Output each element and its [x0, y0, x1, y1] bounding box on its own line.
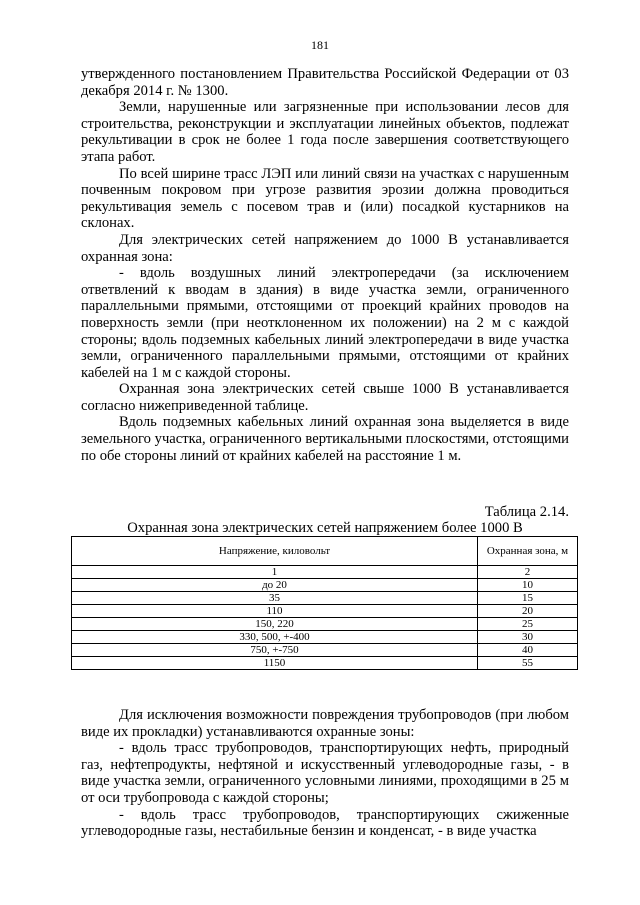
- table-cell: 30: [478, 631, 578, 644]
- table-row: [72, 657, 578, 670]
- table-row: [72, 579, 578, 592]
- body-text-top: [81, 66, 569, 464]
- paragraph: - вдоль воздушных линий электропередачи (за исключением ответвлений к вводам в здания) в виде участка земли, ограниченного параллельными прямыми, отстоящими от проекций крайних проводов на поверхность земли (при неотклоненном их положении) на 2 м с каждой стороны; вдоль подземных кабельных линий электропередачи в виде участка земли, ограниченного параллельными прямыми, отстоящими от крайних кабелей на 1 м с каждой стороны.: [81, 265, 569, 381]
- table-title: Охранная зона электрических сетей напряжением более 1000 В: [127, 520, 523, 536]
- protection-zone-table: [71, 536, 578, 670]
- paragraph: Охранная зона электрических сетей свыше 1000 В устанавливается согласно нижеприведенной таблице.: [81, 381, 569, 414]
- table-cell: 35: [72, 592, 478, 605]
- paragraph: Вдоль подземных кабельных линий охранная зона выделяется в виде земельного участка, ограниченного вертикальными плоскостями, отстоящими по обе стороны линий от крайних кабелей на расстояние 1 м.: [81, 414, 569, 464]
- table-cell: 10: [478, 579, 578, 592]
- page-number: 181: [311, 38, 329, 52]
- table-cell: 750, +-750: [72, 644, 478, 657]
- table-cell: 110: [72, 605, 478, 618]
- table-row: [72, 618, 578, 631]
- paragraph: Для электрических сетей напряжением до 1000 В устанавливается охранная зона:: [81, 231, 569, 265]
- paragraph: - вдоль трасс трубопроводов, транспортирующих нефть, природный газ, нефтепродукты, нефтяной и искусственный углеводородные газы, - в виде участка земли, ограниченного условными линиями, проходящими в 25 м от оси трубопровода с каждой стороны;: [81, 740, 569, 806]
- table-cell: до 20: [72, 579, 478, 592]
- table-row: [72, 644, 578, 657]
- table-header-cell: Охранная зона, м: [478, 537, 578, 566]
- table-cell: 1150: [72, 657, 478, 670]
- table-cell: 150, 220: [72, 618, 478, 631]
- table-column-number-row: [72, 566, 578, 579]
- table-cell: 55: [478, 657, 578, 670]
- table-row: [72, 605, 578, 618]
- paragraph: По всей ширине трасс ЛЭП или линий связи на участках с нарушенным почвенным покровом при угрозе развития эрозии должна проводиться рекультивация земель с посевом трав и (или) посадкой кустарников на склонах.: [81, 165, 569, 232]
- table-cell: 1: [72, 566, 478, 579]
- table-cell: 330, 500, +-400: [72, 631, 478, 644]
- paragraph: Земли, нарушенные или загрязненные при использовании лесов для строительства, реконструкции и эксплуатации линейных объектов, подлежат рекультивации в срок не более 1 года после завершения соответствующего этапа работ.: [81, 99, 569, 165]
- paragraph: - вдоль трасс трубопроводов, транспортирующих сжиженные углеводородные газы, нестабильные бензин и конденсат, - в виде участка: [81, 806, 569, 840]
- table-cell: 20: [478, 605, 578, 618]
- table-row: [72, 631, 578, 644]
- table-cell: 25: [478, 618, 578, 631]
- paragraph: Для исключения возможности повреждения трубопроводов (при любом виде их прокладки) устанавливаются охранные зоны:: [81, 707, 569, 740]
- table-number: Таблица 2.14.: [484, 504, 569, 520]
- table-header-row: [72, 537, 578, 566]
- table-cell: 2: [478, 566, 578, 579]
- table-row: [72, 592, 578, 605]
- table-cell: 15: [478, 592, 578, 605]
- paragraph: утвержденного постановлением Правительства Российской Федерации от 03 декабря 2014 г. № 1300.: [81, 66, 569, 99]
- body-text-bottom: [81, 707, 569, 840]
- table-cell: 40: [478, 644, 578, 657]
- table-header-cell: Напряжение, киловольт: [72, 537, 478, 566]
